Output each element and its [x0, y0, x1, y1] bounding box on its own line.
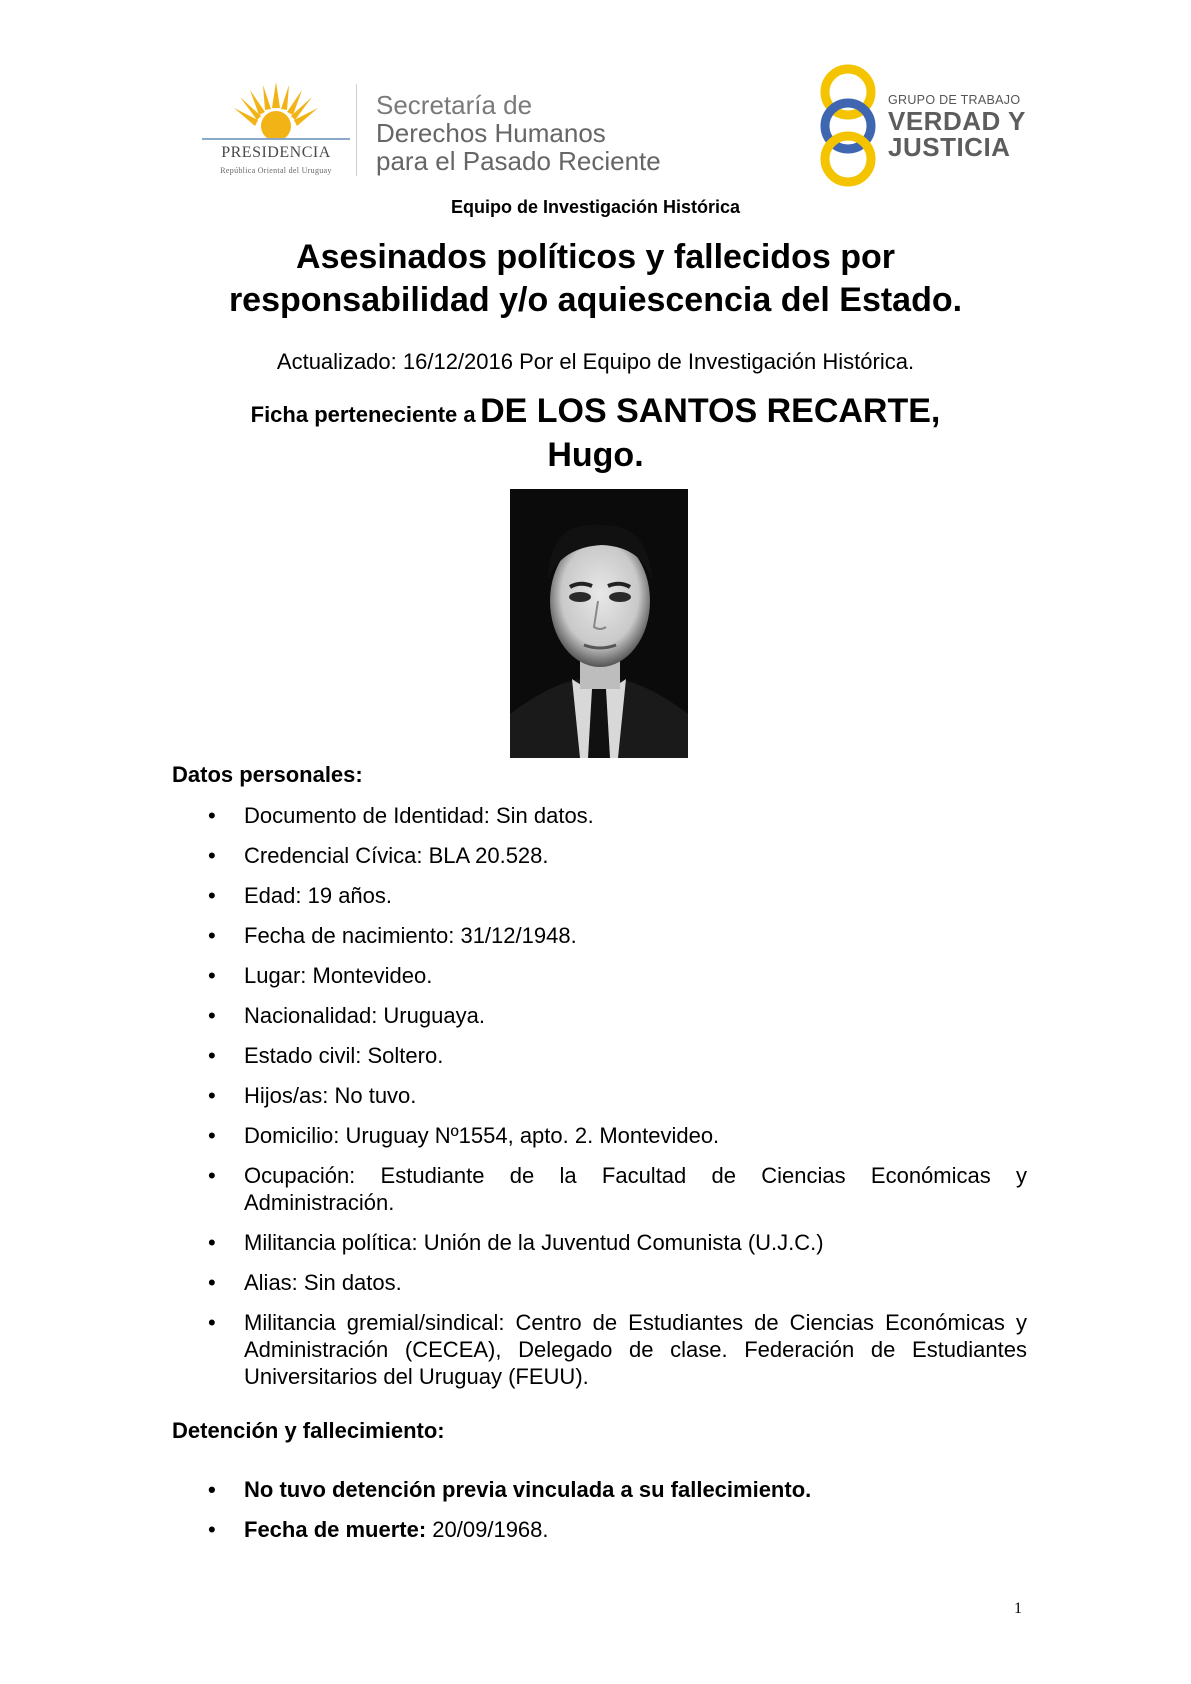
team-label: Equipo de Investigación Histórica [450, 197, 741, 217]
list-item: • Ocupación: Estudiante de la Facultad de Ciencias Económicas y Administración. [172, 1162, 1027, 1216]
presidencia-subtitle: República Oriental del Uruguay [220, 166, 332, 175]
list-item: • Alias: Sin datos. [172, 1269, 1027, 1296]
secretaria-line-1: Secretaría de [376, 90, 533, 120]
ficha-given-name: Hugo. [547, 436, 644, 474]
detencion-heading: Detención y fallecimiento: [172, 1418, 445, 1443]
grupo-small-label: GRUPO DE TRABAJO [888, 93, 1021, 107]
secretaria-line-2: Derechos Humanos [376, 118, 606, 148]
list-item: • No tuvo detención previa vinculada a su fallecimiento. [172, 1476, 1027, 1503]
list-item: • Hijos/as: No tuvo. [172, 1082, 1027, 1109]
ficha-surname: DE LOS SANTOS RECARTE, [480, 392, 941, 430]
detencion-list [172, 1476, 1027, 1556]
list-item: • Militancia política: Unión de la Juventud Comunista (U.J.C.) [172, 1229, 1027, 1256]
grupo-line-2: JUSTICIA [888, 132, 1011, 162]
list-item: • Fecha de nacimiento: 31/12/1948. [172, 922, 1027, 949]
title-line-1: Asesinados políticos y fallecidos por [296, 238, 895, 276]
fecha-muerte-value: 20/09/1968. [432, 1517, 549, 1542]
page-number: 1 [1014, 1600, 1022, 1617]
verdad-justicia-logo [815, 62, 1045, 188]
list-item [172, 1516, 1027, 1543]
datos-personales-heading: Datos personales: [172, 762, 363, 787]
portrait-photo [510, 489, 688, 758]
portrait-illustration [510, 489, 688, 758]
interlocking-rings-icon [815, 62, 885, 188]
ficha-prefix: Ficha perteneciente a [250, 402, 476, 427]
list-item: • Estado civil: Soltero. [172, 1042, 1027, 1069]
secretaria-logo-text [376, 91, 661, 175]
presidencia-name: PRESIDENCIA [221, 144, 331, 161]
presidencia-logo [196, 82, 356, 182]
list-item: • Documento de Identidad: Sin datos. [172, 802, 1027, 829]
presidencia-rule [202, 138, 350, 140]
grupo-line-1: VERDAD Y [888, 106, 1026, 136]
secretaria-line-3: para el Pasado Reciente [376, 146, 661, 176]
list-item: • Domicilio: Uruguay Nº1554, apto. 2. Montevideo. [172, 1122, 1027, 1149]
datos-personales-list [172, 802, 1027, 1403]
list-item: • Militancia gremial/sindical: Centro de Estudiantes de Ciencias Económicas y Administración (CECEA), Delegado de clase. Federación de Estudiantes Universitarios del Uruguay (FEUU). [172, 1309, 1027, 1390]
logo-divider [356, 84, 357, 176]
ficha-line [0, 392, 1191, 431]
updated-line: Actualizado: 16/12/2016 Por el Equipo de Investigación Histórica. [276, 349, 915, 374]
sun-of-may-icon [230, 82, 322, 140]
list-item: • Nacionalidad: Uruguaya. [172, 1002, 1027, 1029]
title-line-2: responsabilidad y/o aquiescencia del Estado. [228, 281, 963, 319]
fecha-muerte-label: Fecha de muerte: [244, 1517, 427, 1542]
list-item: • Edad: 19 años. [172, 882, 1027, 909]
page-title [0, 236, 1191, 322]
list-item: • Credencial Cívica: BLA 20.528. [172, 842, 1027, 869]
list-item: • Lugar: Montevideo. [172, 962, 1027, 989]
